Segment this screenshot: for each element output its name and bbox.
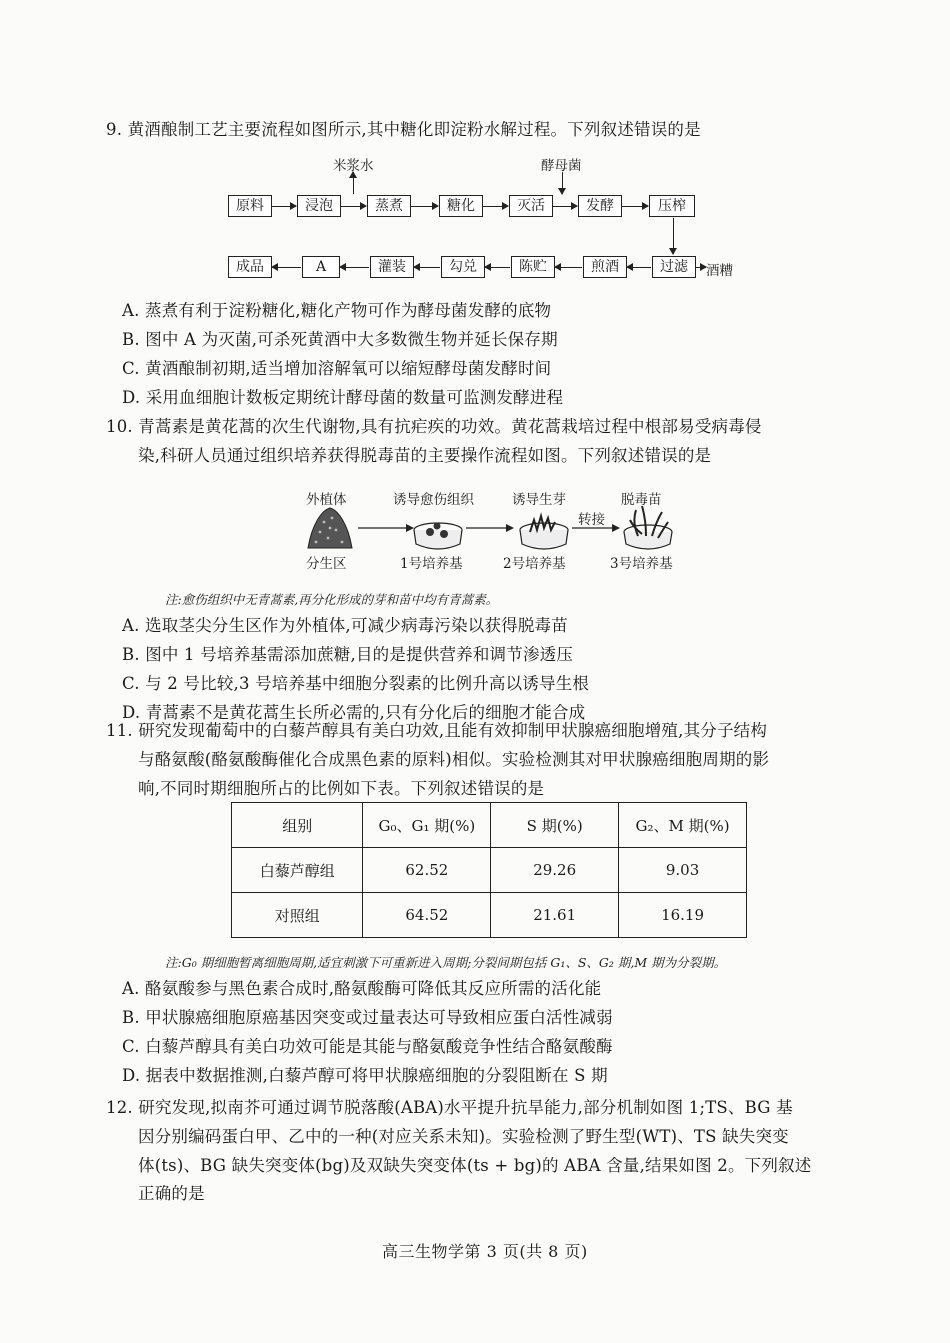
flow-box-a: A xyxy=(302,256,340,278)
flow-arrow xyxy=(622,206,648,207)
flow-box-filter: 过滤 xyxy=(652,256,696,278)
q11-stem-line2: 与酪氨酸(酪氨酸酶催化合成黑色素的原料)相似。实验检测其对甲状腺癌细胞周期的影 xyxy=(138,750,770,769)
flow-box-raw: 原料 xyxy=(228,195,272,217)
cell-cycle-table xyxy=(231,802,747,938)
q11-stem-line3: 响,不同时期细胞所占的比例如下表。下列叙述错误的是 xyxy=(138,779,545,798)
q10-option-a: A. 选取茎尖分生区作为外植体,可减少病毒污染以获得脱毒苗 xyxy=(122,616,568,635)
q10-option-d: D. 青蒿素不是黄花蒿生长所必需的,只有分化后的细胞才能合成 xyxy=(122,703,586,722)
arrow-up-rice-water xyxy=(353,172,354,194)
table-header-cell: 组别 xyxy=(232,803,363,848)
flow-arrow xyxy=(627,267,651,268)
flow-box-saccharify: 糖化 xyxy=(439,195,483,217)
diagram-label-medium-2: 2号培养基 xyxy=(503,556,566,572)
flow-arrow xyxy=(555,267,582,268)
q9-option-b: B. 图中 A 为灭菌,可杀死黄酒中大多数微生物并延长保存期 xyxy=(122,330,558,349)
table-cell: 62.52 xyxy=(363,848,491,893)
table-cell: 16.19 xyxy=(619,893,747,938)
flow-box-ferment: 发酵 xyxy=(578,195,622,217)
q9-option-d: D. 采用血细胞计数板定期统计酵母菌的数量可监测发酵进程 xyxy=(122,388,564,407)
diagram-label-medium-3: 3号培养基 xyxy=(610,556,673,572)
q12-stem-line4: 正确的是 xyxy=(138,1184,205,1203)
q10-stem-line1: 10. 青蒿素是黄花蒿的次生代谢物,具有抗疟疾的功效。黄花蒿栽培过程中根部易受病毒侵 xyxy=(106,417,762,436)
culture-diagram-graphic xyxy=(296,504,696,554)
flow-arrow xyxy=(411,206,438,207)
flow-arrow xyxy=(272,206,296,207)
q10-stem-line2: 染,科研人员通过组织培养获得脱毒苗的主要操作流程如图。下列叙述错误的是 xyxy=(138,446,712,465)
diagram-label-virus-free: 脱毒苗 xyxy=(621,492,662,508)
flow-box-inactivate: 灭活 xyxy=(509,195,553,217)
diagram-label-medium-1: 1号培养基 xyxy=(400,556,463,572)
table-row xyxy=(232,893,747,938)
flow-arrow xyxy=(414,267,440,268)
q10-note: 注:愈伤组织中无青蒿素,再分化形成的芽和苗中均有青蒿素。 xyxy=(165,592,499,607)
flow-arrow xyxy=(341,206,366,207)
diagram-label-shoot: 诱导生芽 xyxy=(512,492,566,508)
flow-box-blend: 勾兑 xyxy=(441,256,485,278)
table-header-cell: S 期(%) xyxy=(491,803,619,848)
table-cell: 9.03 xyxy=(619,848,747,893)
page-footer: 高三生物学第 3 页(共 8 页) xyxy=(382,1242,588,1261)
table-row xyxy=(232,848,747,893)
diagram-label-meristem: 分生区 xyxy=(306,556,347,572)
table-cell: 白藜芦醇组 xyxy=(232,848,363,893)
flow-arrow xyxy=(553,206,577,207)
flow-arrow xyxy=(485,267,510,268)
q9-stem: 9. 黄酒酿制工艺主要流程如图所示,其中糖化即淀粉水解过程。下列叙述错误的是 xyxy=(106,120,701,139)
flow-arrow xyxy=(272,267,301,268)
flow-arrow xyxy=(696,267,706,268)
flow-box-press: 压榨 xyxy=(649,195,695,217)
diagram-label-callus: 诱导愈伤组织 xyxy=(393,492,474,508)
q11-note: 注:G₀ 期细胞暂离细胞周期,适宜刺激下可重新进入周期;分裂间期包括 G₁、S、G₂ 期,M 期为分裂期。 xyxy=(165,955,727,970)
q11-option-c: C. 白藜芦醇具有美白功效可能是其能与酪氨酸竞争性结合酪氨酸酶 xyxy=(122,1037,613,1056)
q10-option-b: B. 图中 1 号培养基需添加蔗糖,目的是提供营养和调节渗透压 xyxy=(122,645,574,664)
q11-stem-line1: 11. 研究发现葡萄中的白藜芦醇具有美白功效,且能有效抑制甲状腺癌细胞增殖,其分子结构 xyxy=(106,721,768,740)
q12-stem-line3: 体(ts)、BG 缺失突变体(bg)及双缺失突变体(ts + bg)的 ABA 含量,结果如图 2。下列叙述 xyxy=(138,1156,812,1175)
flow-label-rice-water: 米浆水 xyxy=(333,158,374,174)
q12-stem-line2: 因分别编码蛋白甲、乙中的一种(对应关系未知)。实验检测了野生型(WT)、TS 缺失突变 xyxy=(138,1127,789,1146)
table-header-cell: G₂、M 期(%) xyxy=(619,803,747,848)
diagram-label-explant: 外植体 xyxy=(306,492,347,508)
flow-box-product: 成品 xyxy=(228,256,272,278)
q11-option-b: B. 甲状腺癌细胞原癌基因突变或过量表达可导致相应蛋白活性减弱 xyxy=(122,1008,613,1027)
flow-box-decoct: 煎酒 xyxy=(583,256,627,278)
flow-box-age: 陈贮 xyxy=(511,256,555,278)
table-header-cell: G₀、G₁ 期(%) xyxy=(363,803,491,848)
flow-label-lees: 酒糟 xyxy=(706,263,733,279)
arrow-down-yeast xyxy=(562,172,563,194)
flow-box-steam: 蒸煮 xyxy=(367,195,411,217)
table-cell: 21.61 xyxy=(491,893,619,938)
flow-arrow xyxy=(483,206,508,207)
flow-arrow xyxy=(340,267,369,268)
table-cell: 64.52 xyxy=(363,893,491,938)
q11-option-d: D. 据表中数据推测,白藜芦醇可将甲状腺癌细胞的分裂阻断在 S 期 xyxy=(122,1066,608,1085)
q12-stem-line1: 12. 研究发现,拟南芥可通过调节脱落酸(ABA)水平提升抗旱能力,部分机制如图 1;TS、BG 基 xyxy=(106,1098,793,1117)
table-cell: 29.26 xyxy=(491,848,619,893)
diagram-label-transfer: 转接 xyxy=(578,512,605,528)
flow-box-bottling: 灌装 xyxy=(370,256,414,278)
table-cell: 对照组 xyxy=(232,893,363,938)
q10-option-c: C. 与 2 号比较,3 号培养基中细胞分裂素的比例升高以诱导生根 xyxy=(122,674,590,693)
flow-box-soak: 浸泡 xyxy=(297,195,341,217)
flow-label-yeast: 酵母菌 xyxy=(541,158,582,174)
q9-option-a: A. 蒸煮有利于淀粉糖化,糖化产物可作为酵母菌发酵的底物 xyxy=(122,301,552,320)
q11-option-a: A. 酪氨酸参与黑色素合成时,酪氨酸酶可降低其反应所需的活化能 xyxy=(122,979,602,998)
arrow-down-press xyxy=(673,218,674,254)
table-header-row xyxy=(232,803,747,848)
q9-option-c: C. 黄酒酿制初期,适当增加溶解氧可以缩短酵母菌发酵时间 xyxy=(122,359,552,378)
